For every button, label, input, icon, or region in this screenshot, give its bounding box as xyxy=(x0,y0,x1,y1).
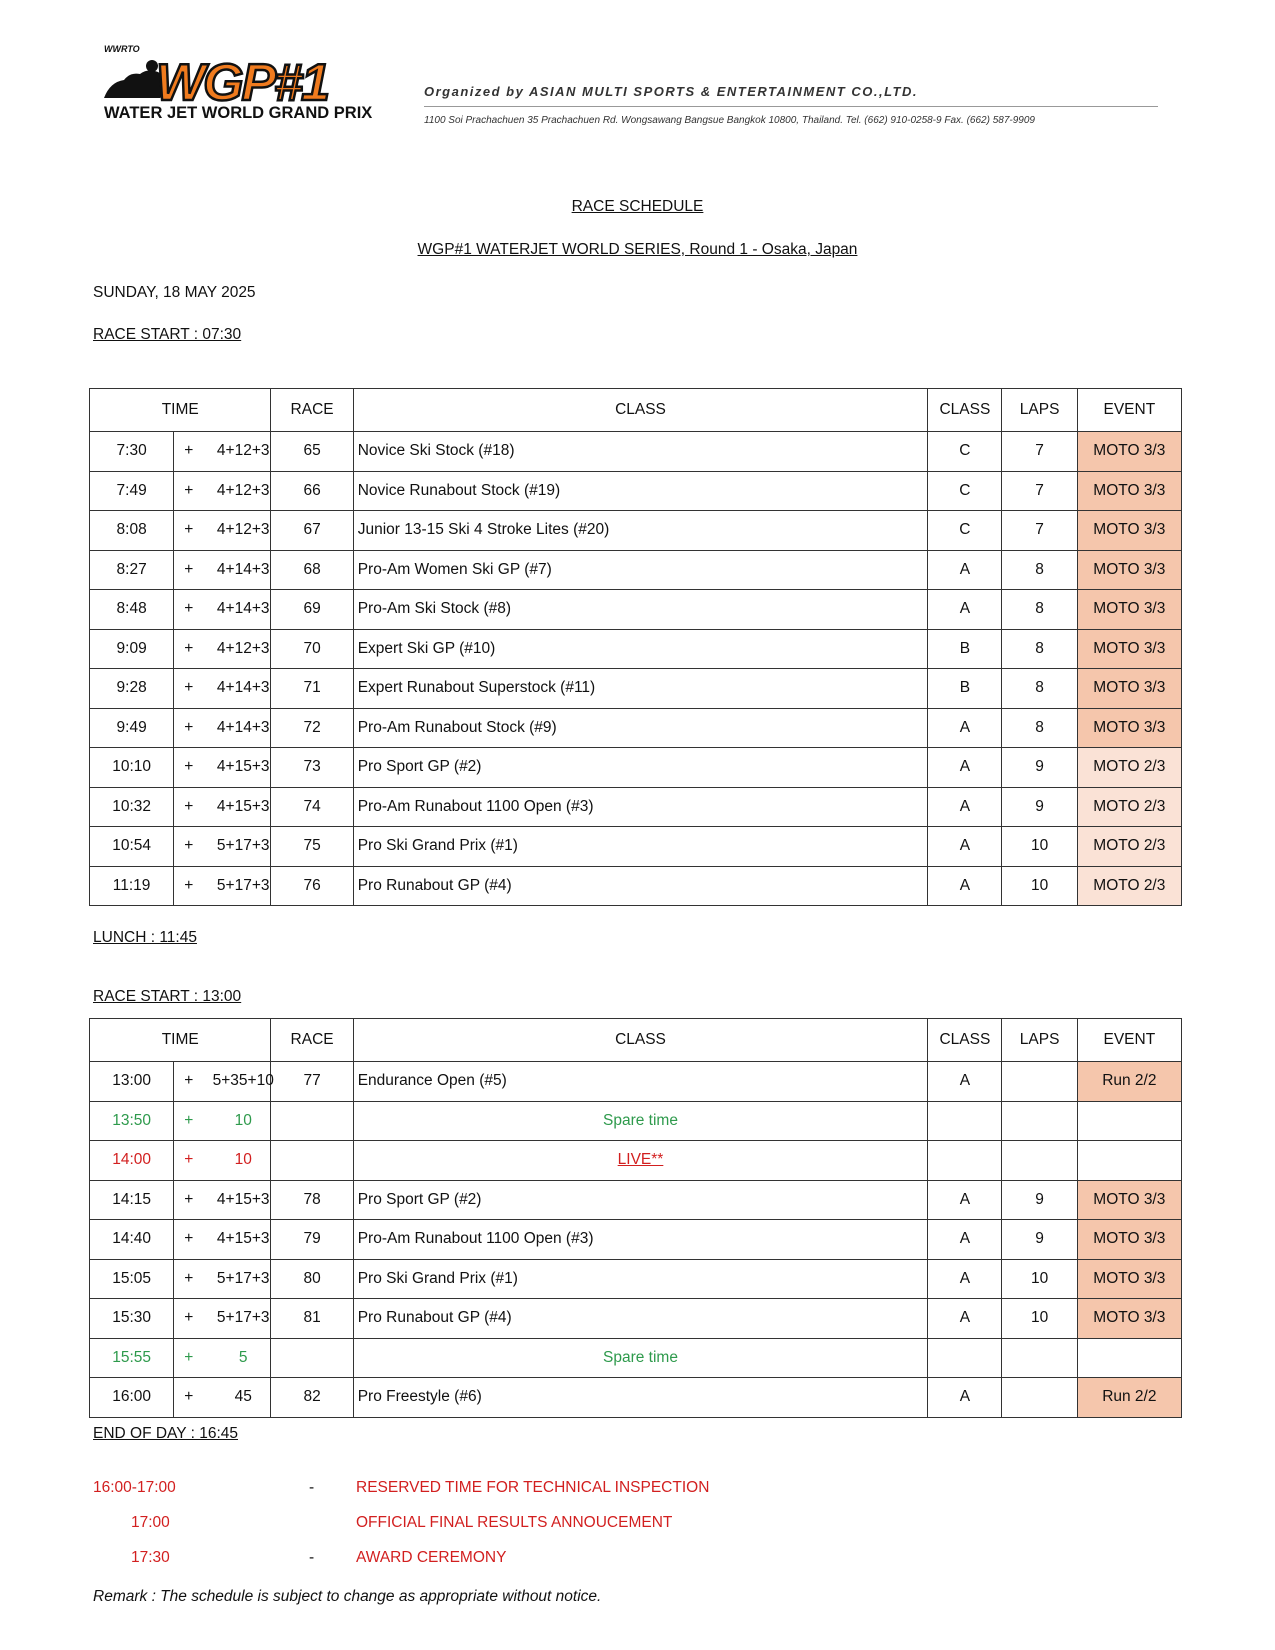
row-class-code: B xyxy=(928,669,1002,709)
header-class-code: CLASS xyxy=(928,1019,1002,1062)
row-laps: 8 xyxy=(1002,708,1077,748)
row-event: MOTO 3/3 xyxy=(1077,629,1181,669)
table-row xyxy=(90,511,1182,551)
row-time: 14:40 xyxy=(90,1220,174,1260)
schedule-table-afternoon xyxy=(89,1018,1182,1418)
table-row xyxy=(90,550,1182,590)
row-class-code: A xyxy=(928,787,1002,827)
row-class-text: Endurance Open (#5) xyxy=(357,1072,507,1090)
table-header-row xyxy=(90,389,1182,432)
row-class-text: Pro Runabout GP (#4) xyxy=(357,1309,512,1327)
row-laps xyxy=(1002,1101,1077,1141)
table-row xyxy=(90,629,1182,669)
row-duration-cell xyxy=(174,1101,271,1141)
row-duration: 4+15+3 xyxy=(216,1230,270,1248)
schedule-table-morning xyxy=(89,388,1182,906)
row-event xyxy=(1077,1101,1181,1141)
row-event: MOTO 3/3 xyxy=(1077,708,1181,748)
row-duration: 4+14+3 xyxy=(216,679,270,697)
row-time: 10:54 xyxy=(90,827,174,867)
row-plus: + xyxy=(184,758,194,776)
row-class-code: A xyxy=(928,1259,1002,1299)
row-event: MOTO 3/3 xyxy=(1077,550,1181,590)
row-event: Run 2/2 xyxy=(1077,1378,1181,1418)
row-duration: 4+12+3 xyxy=(216,521,270,539)
row-class-name xyxy=(353,866,928,906)
row-class-name xyxy=(353,1378,928,1418)
row-duration-cell xyxy=(174,669,271,709)
row-duration: 5 xyxy=(238,1348,248,1366)
row-duration: 5+17+3 xyxy=(216,1269,270,1287)
wgp-logo xyxy=(100,42,400,132)
row-duration-cell xyxy=(174,787,271,827)
row-time: 10:32 xyxy=(90,787,174,827)
row-duration-cell xyxy=(174,629,271,669)
header-race: RACE xyxy=(271,389,353,432)
table-row xyxy=(90,1141,1182,1181)
row-laps: 7 xyxy=(1002,471,1077,511)
row-class-text: Pro Freestyle (#6) xyxy=(357,1388,482,1406)
row-class-code: A xyxy=(928,1062,1002,1102)
row-duration-cell xyxy=(174,827,271,867)
table-row xyxy=(90,1180,1182,1220)
row-class-name xyxy=(353,550,928,590)
row-class-name xyxy=(353,1338,928,1378)
row-event: MOTO 2/3 xyxy=(1077,866,1181,906)
row-laps: 9 xyxy=(1002,748,1077,788)
row-plus: + xyxy=(184,1111,194,1129)
row-time: 13:50 xyxy=(90,1101,174,1141)
header-race: RACE xyxy=(271,1019,353,1062)
row-race-number: 73 xyxy=(271,748,353,788)
row-duration-cell xyxy=(174,550,271,590)
row-plus: + xyxy=(184,1309,194,1327)
logo-sub-text: WATER JET WORLD GRAND PRIX xyxy=(104,104,373,122)
row-race-number: 80 xyxy=(271,1259,353,1299)
lunch-label: LUNCH : 11:45 xyxy=(93,929,197,946)
row-duration: 10 xyxy=(234,1151,252,1169)
row-event: MOTO 3/3 xyxy=(1077,432,1181,472)
row-class-name xyxy=(353,827,928,867)
row-plus: + xyxy=(184,639,194,657)
row-class-code: A xyxy=(928,550,1002,590)
row-event: MOTO 3/3 xyxy=(1077,1259,1181,1299)
row-class-code: C xyxy=(928,511,1002,551)
row-class-code: C xyxy=(928,432,1002,472)
row-duration-cell xyxy=(174,590,271,630)
remark: Remark : The schedule is subject to change as appropriate without notice. xyxy=(93,1588,602,1605)
row-time: 15:05 xyxy=(90,1259,174,1299)
row-class-name xyxy=(353,511,928,551)
row-plus: + xyxy=(184,442,194,460)
row-laps: 8 xyxy=(1002,550,1077,590)
header-rule xyxy=(424,106,1158,107)
header-laps: LAPS xyxy=(1002,1019,1077,1062)
row-class-text: Novice Runabout Stock (#19) xyxy=(357,481,561,499)
row-class-text: Pro-Am Runabout 1100 Open (#3) xyxy=(357,1230,594,1248)
row-duration-cell xyxy=(174,1220,271,1260)
row-race-number xyxy=(271,1101,353,1141)
row-plus: + xyxy=(184,876,194,894)
row-class-code: A xyxy=(928,748,1002,788)
row-laps: 10 xyxy=(1002,1299,1077,1339)
row-laps: 9 xyxy=(1002,1180,1077,1220)
row-duration: 4+15+3 xyxy=(216,758,270,776)
table-row xyxy=(90,669,1182,709)
row-class-name xyxy=(353,629,928,669)
table-row xyxy=(90,1062,1182,1102)
row-time: 7:49 xyxy=(90,471,174,511)
table-row xyxy=(90,1259,1182,1299)
row-class-name xyxy=(353,590,928,630)
row-duration: 5+35+10 xyxy=(212,1072,274,1090)
row-plus: + xyxy=(184,1230,194,1248)
table-header-row xyxy=(90,1019,1182,1062)
table-row xyxy=(90,1378,1182,1418)
row-time: 9:49 xyxy=(90,708,174,748)
row-laps: 10 xyxy=(1002,1259,1077,1299)
logo-main-text: WGP#1 xyxy=(156,54,329,112)
row-class-name xyxy=(353,1180,928,1220)
row-class-code: A xyxy=(928,590,1002,630)
table-row xyxy=(90,787,1182,827)
row-time: 8:27 xyxy=(90,550,174,590)
table-row xyxy=(90,866,1182,906)
row-race-number: 82 xyxy=(271,1378,353,1418)
note-sep-1: - xyxy=(309,1479,315,1496)
row-plus: + xyxy=(184,1072,194,1090)
row-class-name xyxy=(353,471,928,511)
row-event: MOTO 3/3 xyxy=(1077,590,1181,630)
row-laps: 8 xyxy=(1002,669,1077,709)
row-class-text: Pro-Am Ski Stock (#8) xyxy=(357,600,512,618)
row-class-code: A xyxy=(928,1220,1002,1260)
row-class-name xyxy=(353,748,928,788)
row-plus: + xyxy=(184,1388,194,1406)
row-event: MOTO 3/3 xyxy=(1077,669,1181,709)
row-duration: 4+12+3 xyxy=(216,639,270,657)
row-class-name xyxy=(353,432,928,472)
row-race-number xyxy=(271,1338,353,1378)
row-class-name xyxy=(353,1062,928,1102)
logo-small-text: WWRTO xyxy=(104,44,140,54)
row-duration-cell xyxy=(174,471,271,511)
note-time-3: 17:30 xyxy=(131,1549,170,1566)
table-row xyxy=(90,1338,1182,1378)
row-class-text: Spare time xyxy=(603,1348,678,1366)
row-time: 14:15 xyxy=(90,1180,174,1220)
row-duration: 4+12+3 xyxy=(216,442,270,460)
row-time: 15:30 xyxy=(90,1299,174,1339)
row-plus: + xyxy=(184,679,194,697)
row-time: 15:55 xyxy=(90,1338,174,1378)
row-class-code xyxy=(928,1338,1002,1378)
race-date: SUNDAY, 18 MAY 2025 xyxy=(93,284,256,301)
row-class-code xyxy=(928,1101,1002,1141)
row-class-code: A xyxy=(928,708,1002,748)
note-sep-3: - xyxy=(309,1549,315,1566)
row-duration: 4+14+3 xyxy=(216,718,270,736)
table-row xyxy=(90,432,1182,472)
row-class-name xyxy=(353,1101,928,1141)
row-class-name xyxy=(353,669,928,709)
table-row xyxy=(90,471,1182,511)
row-class-text: Junior 13-15 Ski 4 Stroke Lites (#20) xyxy=(357,521,610,539)
table-row xyxy=(90,827,1182,867)
row-race-number: 71 xyxy=(271,669,353,709)
row-class-text: Expert Ski GP (#10) xyxy=(357,639,496,657)
row-duration: 4+14+3 xyxy=(216,560,270,578)
row-duration-cell xyxy=(174,708,271,748)
row-duration-cell xyxy=(174,1338,271,1378)
row-race-number: 78 xyxy=(271,1180,353,1220)
row-class-text: Spare time xyxy=(603,1111,678,1129)
row-race-number: 69 xyxy=(271,590,353,630)
row-time: 16:00 xyxy=(90,1378,174,1418)
row-class-code: A xyxy=(928,827,1002,867)
row-race-number: 79 xyxy=(271,1220,353,1260)
row-race-number: 77 xyxy=(271,1062,353,1102)
row-laps xyxy=(1002,1062,1077,1102)
session2-start: RACE START : 13:00 xyxy=(93,988,242,1005)
row-event: MOTO 3/3 xyxy=(1077,511,1181,551)
row-event: MOTO 2/3 xyxy=(1077,827,1181,867)
row-class-code: C xyxy=(928,471,1002,511)
organizer-address: 1100 Soi Prachachuen 35 Prachachuen Rd. Wongsawang Bangsue Bangkok 10800, Thailand. Tel. (662) 910-0258-9 Fax. (662) 587-9909 xyxy=(424,115,1035,126)
event-name: WGP#1 WATERJET WORLD SERIES, Round 1 - Osaka, Japan xyxy=(417,241,858,258)
row-duration-cell xyxy=(174,1141,271,1181)
header-event: EVENT xyxy=(1077,1019,1181,1062)
row-laps: 8 xyxy=(1002,629,1077,669)
row-event: MOTO 2/3 xyxy=(1077,787,1181,827)
row-class-text: Expert Runabout Superstock (#11) xyxy=(357,679,596,697)
row-class-text: Pro Ski Grand Prix (#1) xyxy=(357,1269,518,1287)
row-time: 10:10 xyxy=(90,748,174,788)
row-time: 8:08 xyxy=(90,511,174,551)
row-plus: + xyxy=(184,600,194,618)
session1-start: RACE START : 07:30 xyxy=(93,326,242,343)
row-plus: + xyxy=(184,1190,194,1208)
row-class-text: Pro Ski Grand Prix (#1) xyxy=(357,837,518,855)
row-time: 11:19 xyxy=(90,866,174,906)
header-class: CLASS xyxy=(353,1019,928,1062)
row-event: MOTO 3/3 xyxy=(1077,1180,1181,1220)
row-event: MOTO 3/3 xyxy=(1077,471,1181,511)
row-class-name xyxy=(353,1299,928,1339)
row-race-number xyxy=(271,1141,353,1181)
row-duration: 5+17+3 xyxy=(216,1309,270,1327)
row-event xyxy=(1077,1141,1181,1181)
row-laps: 7 xyxy=(1002,511,1077,551)
row-class-code xyxy=(928,1141,1002,1181)
row-duration: 45 xyxy=(234,1388,252,1406)
row-plus: + xyxy=(184,718,194,736)
header-time: TIME xyxy=(90,389,271,432)
row-race-number: 70 xyxy=(271,629,353,669)
row-class-text: Novice Ski Stock (#18) xyxy=(357,442,515,460)
row-plus: + xyxy=(184,560,194,578)
row-class-name xyxy=(353,708,928,748)
row-time: 9:28 xyxy=(90,669,174,709)
row-plus: + xyxy=(184,797,194,815)
end-of-day-label: END OF DAY : 16:45 xyxy=(93,1425,239,1442)
header-event: EVENT xyxy=(1077,389,1181,432)
page-title: RACE SCHEDULE xyxy=(571,198,704,215)
row-plus: + xyxy=(184,1348,194,1366)
row-class-text: Pro Runabout GP (#4) xyxy=(357,876,512,894)
header-class-code: CLASS xyxy=(928,389,1002,432)
row-duration: 5+17+3 xyxy=(216,876,270,894)
row-class-code: A xyxy=(928,1180,1002,1220)
row-plus: + xyxy=(184,481,194,499)
row-duration: 4+14+3 xyxy=(216,600,270,618)
row-duration-cell xyxy=(174,1180,271,1220)
row-event: Run 2/2 xyxy=(1077,1062,1181,1102)
row-duration: 10 xyxy=(234,1111,252,1129)
row-event: MOTO 2/3 xyxy=(1077,748,1181,788)
row-duration-cell xyxy=(174,1378,271,1418)
row-duration-cell xyxy=(174,866,271,906)
row-laps xyxy=(1002,1141,1077,1181)
row-event: MOTO 3/3 xyxy=(1077,1299,1181,1339)
row-event: MOTO 3/3 xyxy=(1077,1220,1181,1260)
row-class-name xyxy=(353,1141,928,1181)
row-laps: 10 xyxy=(1002,827,1077,867)
row-class-text: Pro Sport GP (#2) xyxy=(357,1190,482,1208)
row-duration: 4+15+3 xyxy=(216,797,270,815)
row-laps: 10 xyxy=(1002,866,1077,906)
row-duration-cell xyxy=(174,748,271,788)
row-class-text: Pro-Am Runabout Stock (#9) xyxy=(357,718,557,736)
table-row xyxy=(90,1220,1182,1260)
row-class-code: A xyxy=(928,866,1002,906)
row-class-name xyxy=(353,1220,928,1260)
row-class-code: A xyxy=(928,1378,1002,1418)
row-duration-cell xyxy=(174,511,271,551)
row-laps xyxy=(1002,1378,1077,1418)
row-duration: 4+15+3 xyxy=(216,1190,270,1208)
note-text-2: OFFICIAL FINAL RESULTS ANNOUCEMENT xyxy=(356,1514,673,1531)
header-time: TIME xyxy=(90,1019,271,1062)
row-plus: + xyxy=(184,1151,194,1169)
row-race-number: 65 xyxy=(271,432,353,472)
row-plus: + xyxy=(184,1269,194,1287)
table-row xyxy=(90,708,1182,748)
note-text-1: RESERVED TIME FOR TECHNICAL INSPECTION xyxy=(356,1479,710,1496)
header-laps: LAPS xyxy=(1002,389,1077,432)
note-time-2: 17:00 xyxy=(131,1514,170,1531)
row-race-number: 74 xyxy=(271,787,353,827)
row-duration: 5+17+3 xyxy=(216,837,270,855)
row-duration-cell xyxy=(174,1299,271,1339)
row-race-number: 75 xyxy=(271,827,353,867)
row-class-text: Pro Sport GP (#2) xyxy=(357,758,482,776)
note-time-1: 16:00-17:00 xyxy=(93,1479,176,1496)
row-class-text: Pro-Am Runabout 1100 Open (#3) xyxy=(357,797,594,815)
row-duration: 4+12+3 xyxy=(216,481,270,499)
row-laps xyxy=(1002,1338,1077,1378)
row-time: 8:48 xyxy=(90,590,174,630)
row-duration-cell xyxy=(174,1062,274,1102)
row-race-number: 67 xyxy=(271,511,353,551)
row-time: 13:00 xyxy=(90,1062,174,1102)
row-duration-cell xyxy=(174,1259,271,1299)
row-class-code: B xyxy=(928,629,1002,669)
row-race-number: 68 xyxy=(271,550,353,590)
header-class: CLASS xyxy=(353,389,928,432)
row-laps: 9 xyxy=(1002,787,1077,827)
row-class-text: Pro-Am Women Ski GP (#7) xyxy=(357,560,552,578)
row-class-name xyxy=(353,1259,928,1299)
row-plus: + xyxy=(184,521,194,539)
row-race-number: 76 xyxy=(271,866,353,906)
row-laps: 9 xyxy=(1002,1220,1077,1260)
row-race-number: 81 xyxy=(271,1299,353,1339)
table-row xyxy=(90,1299,1182,1339)
table-row xyxy=(90,748,1182,788)
row-race-number: 66 xyxy=(271,471,353,511)
row-race-number: 72 xyxy=(271,708,353,748)
row-event xyxy=(1077,1338,1181,1378)
row-time: 9:09 xyxy=(90,629,174,669)
row-time: 14:00 xyxy=(90,1141,174,1181)
row-plus: + xyxy=(184,837,194,855)
row-duration-cell xyxy=(174,432,271,472)
row-laps: 8 xyxy=(1002,590,1077,630)
table-row xyxy=(90,1101,1182,1141)
row-class-text: LIVE** xyxy=(617,1151,664,1169)
row-laps: 7 xyxy=(1002,432,1077,472)
row-time: 7:30 xyxy=(90,432,174,472)
table-row xyxy=(90,590,1182,630)
row-class-code: A xyxy=(928,1299,1002,1339)
row-class-name xyxy=(353,787,928,827)
note-text-3: AWARD CEREMONY xyxy=(356,1549,507,1566)
organizer-line: Organized by ASIAN MULTI SPORTS & ENTERTAINMENT CO.,LTD. xyxy=(424,84,918,99)
